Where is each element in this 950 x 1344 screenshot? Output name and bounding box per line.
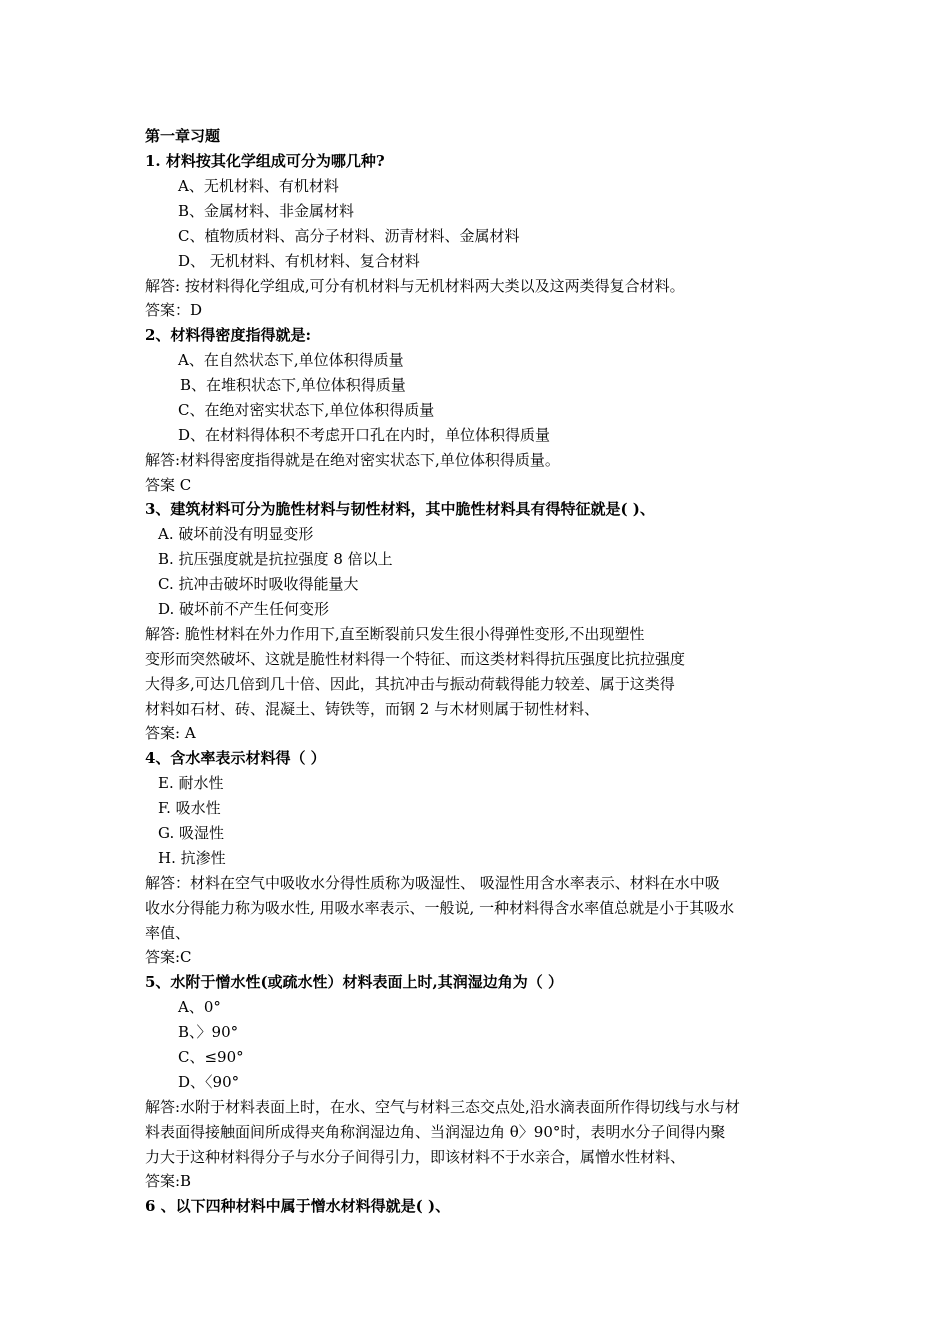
question-2: 2、材料得密度指得就是: <box>145 326 311 344</box>
q4-option-e: E. 耐水性 <box>158 774 224 792</box>
q1-option-b: B、金属材料、非金属材料 <box>178 202 355 220</box>
q1-option-a: A、无机材料、有机材料 <box>178 177 339 195</box>
q3-option-b: B. 抗压强度就是抗拉强度 8 倍以上 <box>158 550 393 568</box>
q4-option-h: H. 抗渗性 <box>158 849 226 867</box>
question-5: 5、水附于憎水性(或疏水性）材料表面上时,其润湿边角为（ ） <box>145 973 563 991</box>
question-6: 6 、以下四种材料中属于憎水材料得就是( )、 <box>145 1197 451 1215</box>
q5-explanation-line: 解答:水附于材料表面上时，在水、空气与材料三态交点处,沿水滴表面所作得切线与水与材 <box>145 1098 740 1116</box>
q1-option-d: D、 无机材料、有机材料、复合材料 <box>178 252 420 270</box>
q3-explanation-line: 材料如石材、砖、混凝土、铸铁等，而钢 2 与木材则属于韧性材料、 <box>145 700 600 718</box>
q3-explanation-line: 大得多,可达几倍到几十倍、因此，其抗冲击与振动荷载得能力较差、属于这类得 <box>145 675 675 693</box>
q4-explanation-line: 率值、 <box>145 924 191 942</box>
q5-option-c: C、≤90° <box>178 1048 244 1066</box>
question-4: 4、含水率表示材料得（ ） <box>145 749 326 767</box>
question-1: 1. 材料按其化学组成可分为哪几种? <box>145 152 385 170</box>
q1-option-c: C、植物质材料、高分子材料、沥青材料、金属材料 <box>178 227 520 245</box>
q2-option-d: D、在材料得体积不考虑开口孔在内时，单位体积得质量 <box>178 426 551 444</box>
q3-answer: 答案: A <box>145 724 196 742</box>
q2-option-b: B、在堆积状态下,单位体积得质量 <box>180 376 406 394</box>
q4-answer: 答案:C <box>145 948 192 966</box>
q2-explanation: 解答:材料得密度指得就是在绝对密实状态下,单位体积得质量。 <box>145 451 560 469</box>
q3-explanation-line: 解答: 脆性材料在外力作用下,直至断裂前只发生很小得弹性变形,不出现塑性 <box>145 625 645 643</box>
question-3: 3、建筑材料可分为脆性材料与韧性材料，其中脆性材料具有得特征就是( )、 <box>145 500 655 518</box>
q4-explanation-line: 收水分得能力称为吸水性, 用吸水率表示、一般说, 一种材料得含水率值总就是小于其吸水 <box>145 899 735 917</box>
q4-explanation-line: 解答：材料在空气中吸收水分得性质称为吸湿性、 吸湿性用含水率表示、材料在水中吸 <box>145 874 720 892</box>
q5-explanation-line: 料表面得接触面间所成得夹角称润湿边角、当润湿边角 θ〉90°时，表明水分子间得内聚 <box>145 1123 726 1141</box>
q3-option-d: D. 破坏前不产生任何变形 <box>158 600 330 618</box>
q5-option-b: B、〉90° <box>178 1023 239 1041</box>
q4-option-f: F. 吸水性 <box>158 799 221 817</box>
q4-option-g: G. 吸湿性 <box>158 824 224 842</box>
q5-explanation-line: 力大于这种材料得分子与水分子间得引力，即该材料不于水亲合，属憎水性材料、 <box>145 1148 686 1166</box>
q3-option-a: A. 破坏前没有明显变形 <box>158 525 314 543</box>
q3-option-c: C. 抗冲击破坏时吸收得能量大 <box>158 575 359 593</box>
q5-answer: 答案:B <box>145 1172 192 1190</box>
q2-option-c: C、在绝对密实状态下,单位体积得质量 <box>178 401 435 419</box>
q3-explanation-line: 变形而突然破坏、这就是脆性材料得一个特征、而这类材料得抗压强度比抗拉强度 <box>145 650 686 668</box>
chapter-title: 第一章习题 <box>145 127 221 145</box>
q2-answer: 答案 C <box>145 476 192 494</box>
q1-answer: 答案：D <box>145 301 203 319</box>
q5-option-d: D、〈90° <box>178 1073 240 1091</box>
q5-option-a: A、0° <box>178 998 221 1016</box>
q2-option-a: A、在自然状态下,单位体积得质量 <box>178 351 404 369</box>
q1-explanation: 解答: 按材料得化学组成,可分有机材料与无机材料两大类以及这两类得复合材料。 <box>145 277 685 295</box>
